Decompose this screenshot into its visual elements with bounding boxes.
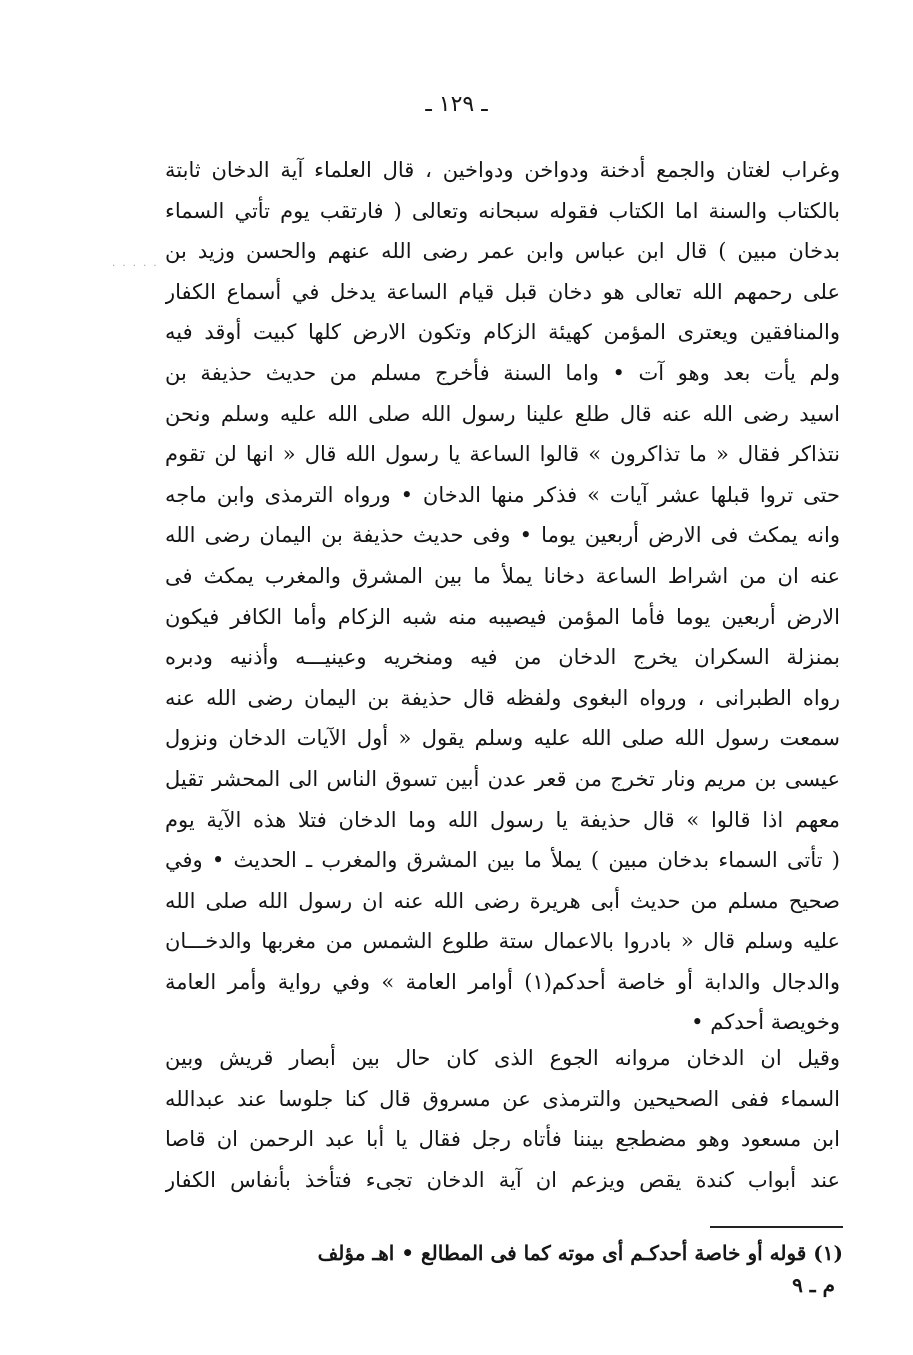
text-line: سمعت رسول الله صلى الله عليه وسلم يقول « أول الآيات الدخان ونزول [165, 726, 840, 751]
text-line: رواه الطبرانى ، ورواه البغوى ولفظه قال حذيفة بن اليمان رضى الله عنه [165, 685, 840, 710]
text-line: ( تأتى السماء بدخان مبين ) يملأ ما بين المشرق والمغرب ـ الحديث • وفي [165, 848, 840, 873]
second-paragraph [165, 1038, 840, 1200]
text-line: والدجال والدابة أو خاصة أحدكم(١) أوامر العامة » وفي رواية وأمر العامة [165, 969, 840, 994]
text-line: وانه يمكث فى الارض أربعين يوما • وفى حديث حذيفة بن اليمان رضى الله [165, 523, 840, 548]
text-line: الارض أربعين يوما فأما المؤمن فيصيبه منه شبه الزكام وأما الكافر فيكون [165, 604, 840, 629]
text-line: وخويصة أحدكم • [691, 1010, 840, 1035]
text-line: على رحمهم الله تعالى هو دخان قبل قيام الساعة يدخل في أسماع الكفار [165, 279, 840, 304]
text-line: ابن مسعود وهو مضطجع بيننا فأتاه رجل فقال يا أبا عبد الرحمن ان قاصا [165, 1127, 840, 1152]
text-line: وغراب لغتان والجمع أدخنة ودواخن ودواخين ، قال العلماء آية الدخان ثابتة [165, 158, 840, 182]
text-line: حتى تروا قبلها عشر آيات » فذكر منها الدخان • ورواه الترمذى وابن ماجه [165, 482, 840, 507]
text-line: نتذاكر فقال « ما تذاكرون » قالوا الساعة يا رسول الله قال « انها لن تقوم [165, 442, 840, 467]
margin-marks: . . . . . [112, 258, 159, 269]
text-line: وقيل ان الدخان مروانه الجوع الذى كان حال بين أبصار قريش وبين [165, 1046, 840, 1070]
footnote: (١) قوله أو خاصة أحدكـم أى موته كما فى المطالع • اهـ مؤلف [317, 1241, 843, 1265]
text-line: معهم اذا قالوا » قال حذيفة يا رسول الله وما الدخان فتلا هذه الآية يوم [165, 807, 840, 832]
text-line: عند أبواب كندة يقص ويزعم ان آية الدخان تجىء فتأخذ بأنفاس الكفار [165, 1167, 840, 1192]
text-line: اسيد رضى الله عنه قال طلع علينا رسول الله صلى الله عليه وسلم ونحن [165, 401, 840, 426]
text-line: والمنافقين ويعترى المؤمن كهيئة الزكام وتكون الارض كلها كبيت أوقد فيه [165, 320, 840, 345]
footnote-divider [710, 1226, 843, 1228]
text-line: عليه وسلم قال « بادروا بالاعمال ستة طلوع الشمس من مغربها والدخـــان [165, 929, 840, 954]
text-line: بدخان مبين ) قال ابن عباس وابن عمر رضى الله عنهم والحسن وزيد بن [165, 239, 840, 264]
signature-mark: م ـ ٩ [792, 1273, 835, 1297]
text-line: ولم يأت بعد وهو آت • واما السنة فأخرج مسلم من حديث حذيفة بن [165, 360, 840, 385]
main-paragraph [165, 150, 840, 1043]
text-line: عنه ان من اشراط الساعة دخانا يملأ ما بين المشرق والمغرب يمكث فى [165, 563, 840, 588]
page-number: ـ ١٢٩ ـ [425, 92, 488, 117]
text-line: بمنزلة السكران يخرج الدخان من فيه ومنخريه وعينيـــه وأذنيه ودبره [165, 645, 840, 670]
text-line: بالكتاب والسنة اما الكتاب فقوله سبحانه وتعالى ( فارتقب يوم تأتي السماء [165, 198, 840, 223]
text-line: السماء ففى الصحيحين والترمذى عن مسروق قال كنا جلوسا عند عبدالله [165, 1086, 840, 1111]
text-line: صحيح مسلم من حديث أبى هريرة رضى الله عنه ان رسول الله صلى الله [165, 888, 840, 913]
text-line: عيسى بن مريم ونار تخرج من قعر عدن أبين تسوق الناس الى المحشر تقيل [165, 766, 840, 791]
